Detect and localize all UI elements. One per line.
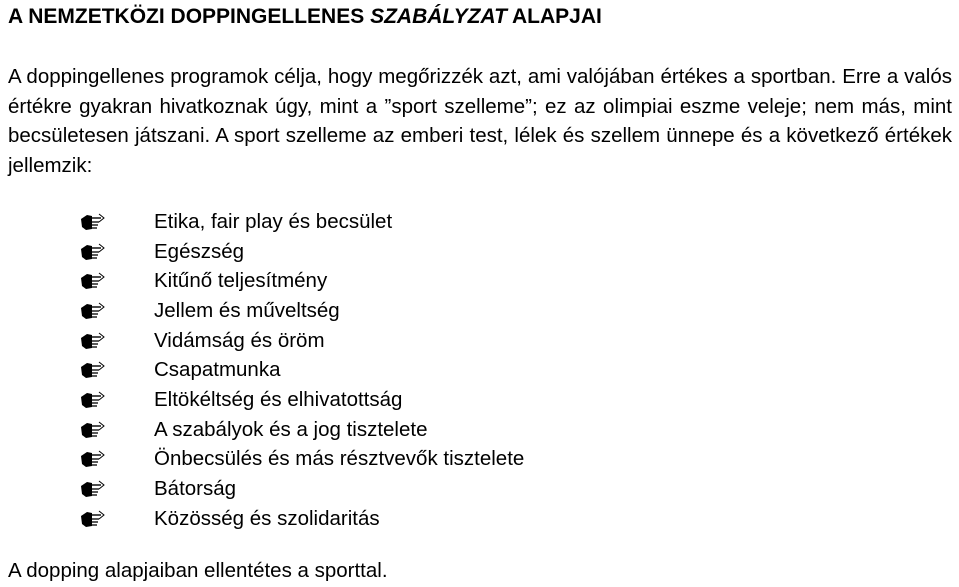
page-title: [8, 4, 602, 30]
pointing-hand-icon: [80, 509, 106, 529]
pointing-hand-icon: [80, 331, 106, 351]
list-item: [0, 266, 524, 296]
pointing-hand-icon: [80, 271, 106, 291]
list-item-label: Etika, fair play és becsület: [154, 209, 393, 233]
list-item-label: A szabályok és a jog tisztelete: [154, 417, 428, 441]
list-item-label: Jellem és műveltség: [154, 298, 340, 322]
list-item-label: Bátorság: [154, 477, 237, 501]
list-item: [0, 445, 524, 475]
list-item: [0, 326, 524, 356]
list-item: [0, 474, 524, 504]
title-part-2: ALAPJAI: [506, 5, 602, 28]
closing-sentence: A dopping alapjaiban ellentétes a sporttal.: [8, 559, 388, 582]
intro-paragraph: A doppingellenes programok célja, hogy megőrizzék azt, ami valójában értékes a sportban. Erre a valós értékre gyakran hivatkoznak úgy, mint a ”sport szelleme”; ez az olimpiai eszme veleje; nem más, mint becsületesen játszani. A sport szelleme az emberi test, lélek és szellem ünnepe és a következő értékek jellemzik:: [8, 65, 952, 177]
pointing-hand-icon: [80, 449, 106, 469]
list-item-label: Önbecsülés és más résztvevők tisztelete: [154, 447, 525, 471]
pointing-hand-icon: [80, 420, 106, 440]
list-item: [0, 385, 524, 415]
list-item-label: Eltökéltség és elhivatottság: [154, 387, 403, 411]
list-item: [0, 237, 524, 267]
list-item-label: Kitűnő teljesítmény: [154, 269, 328, 293]
list-item-label: Közösség és szolidaritás: [154, 506, 380, 530]
list-item-label: Vidámság és öröm: [154, 328, 325, 352]
title-italic-word: SZABÁLYZAT: [370, 5, 507, 28]
title-part-1: A NEMZETKÖZI DOPPINGELLENES: [8, 5, 371, 28]
pointing-hand-icon: [80, 360, 106, 380]
pointing-hand-icon: [80, 479, 106, 499]
pointing-hand-icon: [80, 242, 106, 262]
list-item: [0, 355, 524, 385]
list-item: [0, 504, 524, 534]
list-item: [0, 415, 524, 445]
pointing-hand-icon: [80, 212, 106, 232]
list-item-label: Egészség: [154, 239, 245, 263]
values-list: [0, 207, 524, 534]
list-item-label: Csapatmunka: [154, 358, 281, 382]
list-item: [0, 207, 524, 237]
pointing-hand-icon: [80, 390, 106, 410]
pointing-hand-icon: [80, 301, 106, 321]
list-item: [0, 296, 524, 326]
